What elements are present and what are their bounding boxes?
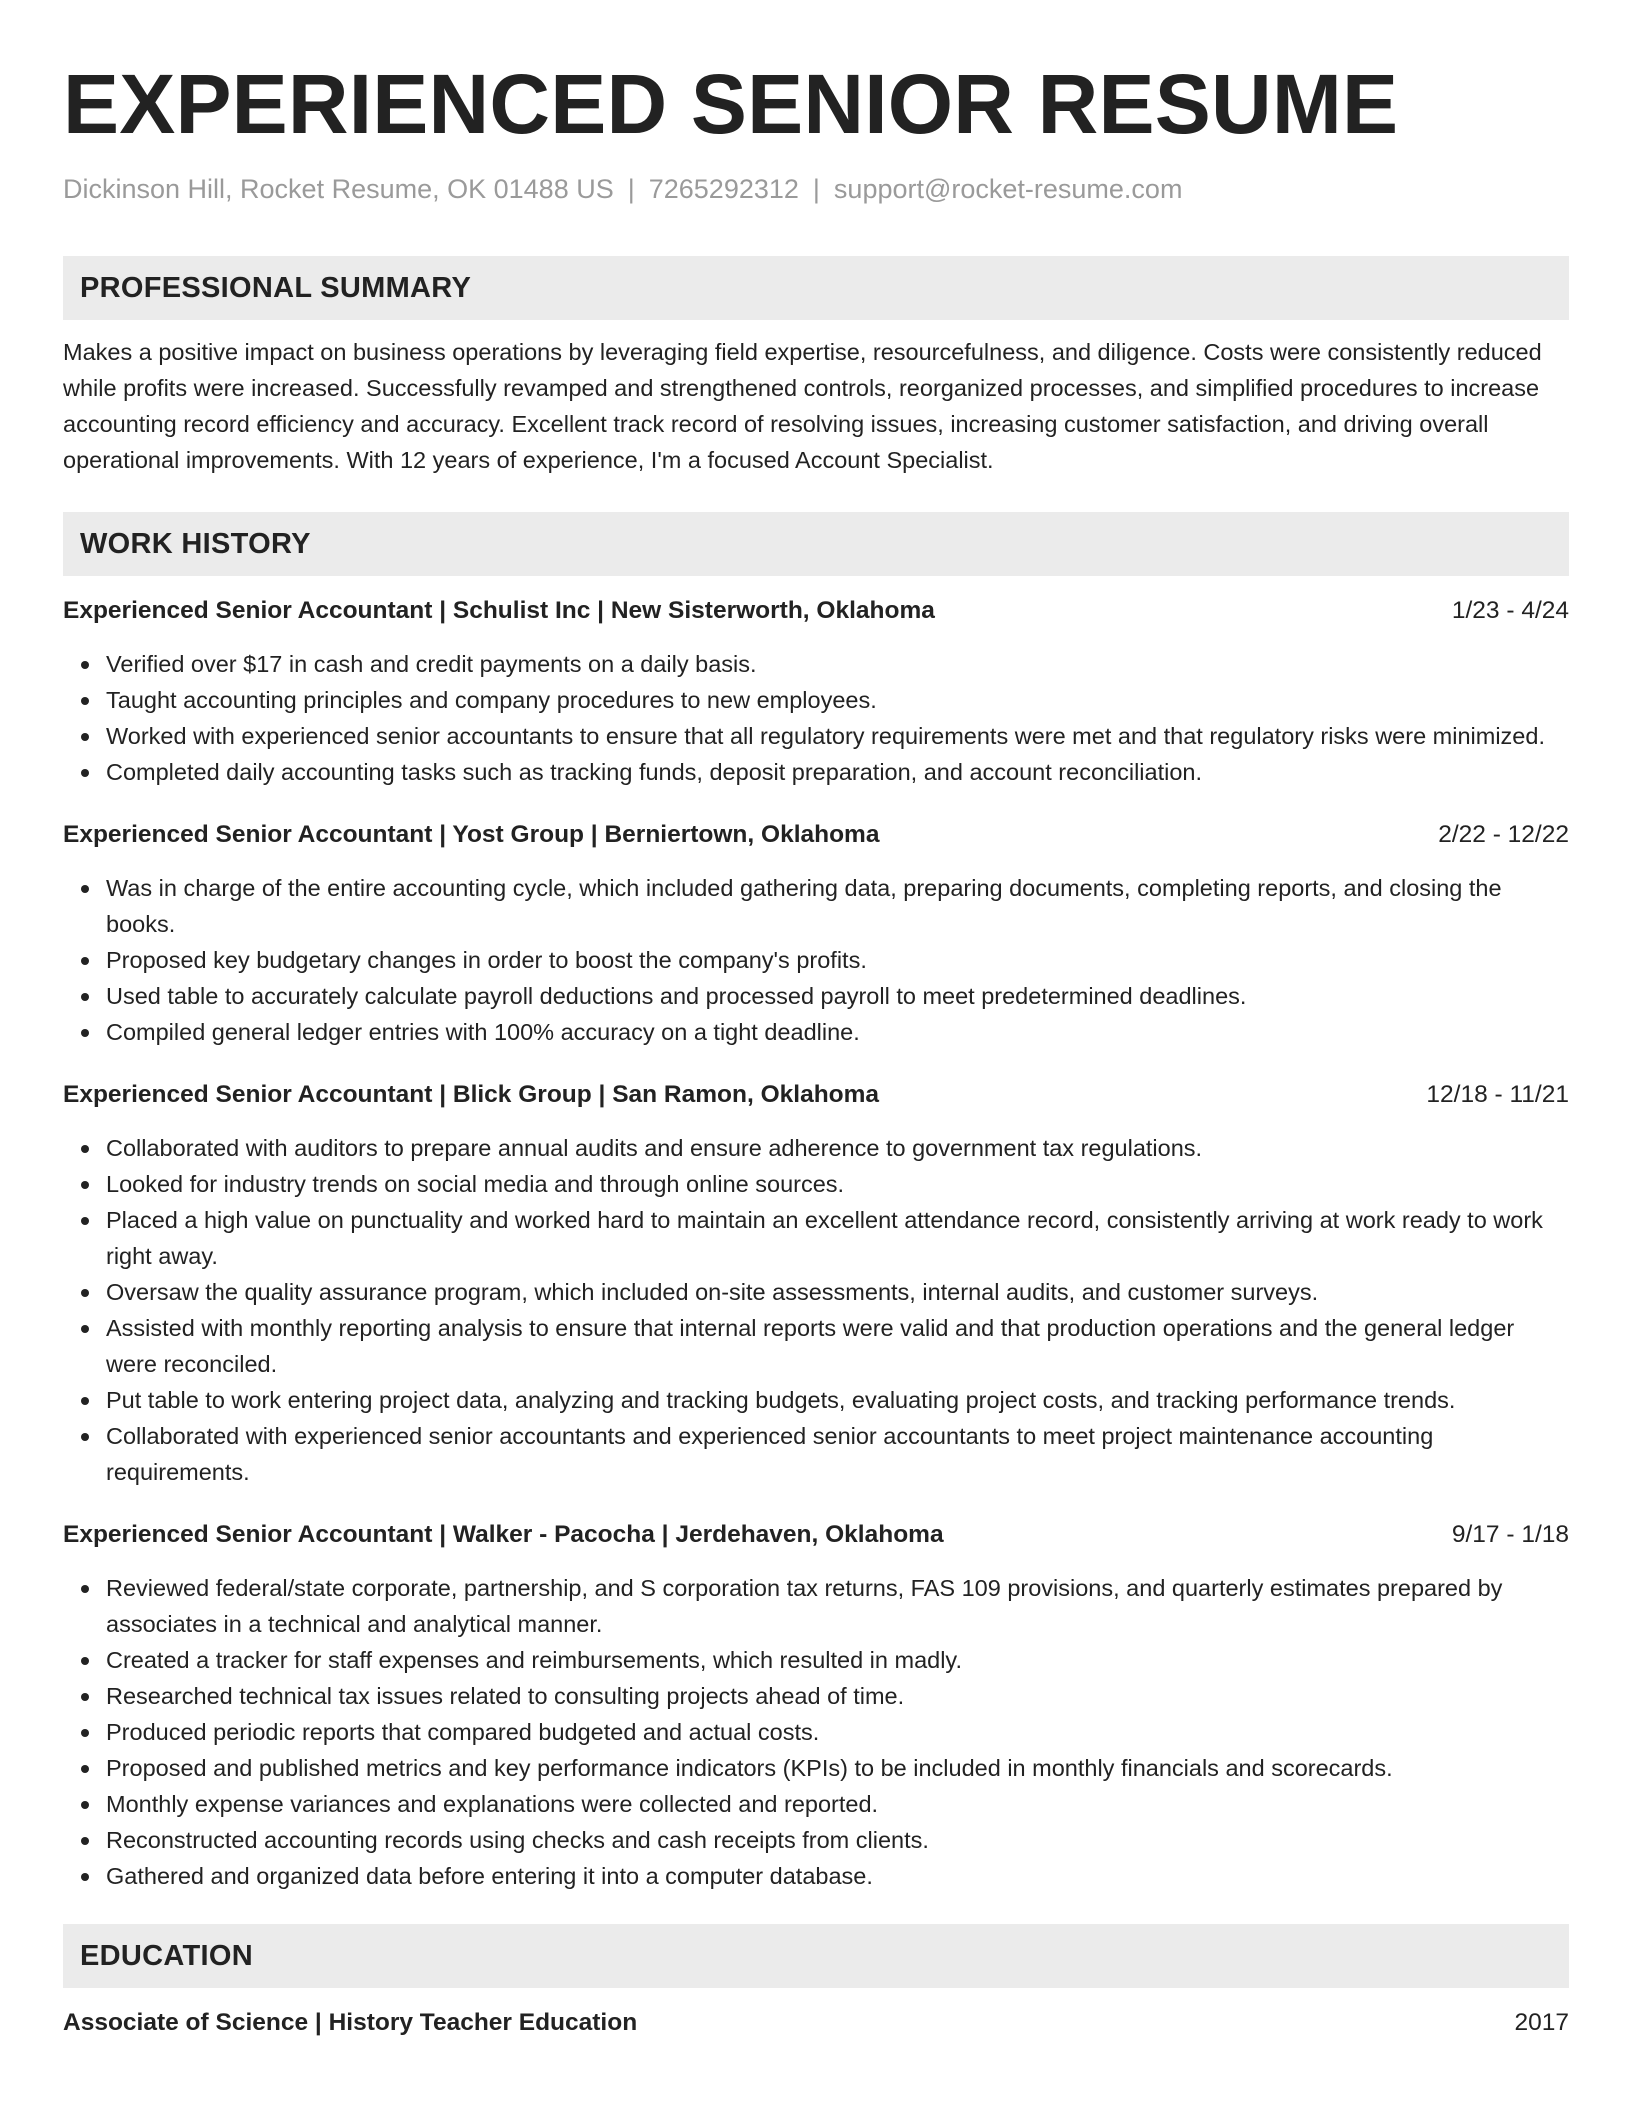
contact-email: support@rocket-resume.com [833, 174, 1183, 204]
section-title: WORK HISTORY [80, 527, 311, 560]
education-degree: Associate of Science | History Teacher Education [63, 2009, 638, 2036]
bullet-item: Was in charge of the entire accounting cycle, which included gathering data, preparing documents, completing reports, and closing the books. [106, 870, 1569, 942]
bullet-item: Reviewed federal/state corporate, partnership, and S corporation tax returns, FAS 109 provisions, and quarterly estimates prepared by associates in a technical and analytical manner. [106, 1570, 1569, 1642]
contact-separator: | [812, 174, 820, 204]
job-title: Experienced Senior Accountant | Yost Group | Berniertown, Oklahoma [63, 821, 880, 848]
bullet-item: Worked with experienced senior accountants to ensure that all regulatory requirements were met and that regulatory risks were minimized. [106, 718, 1569, 754]
section-header-education [63, 1924, 1569, 1988]
education-year: 2017 [1514, 2009, 1569, 2036]
job-dates: 2/22 - 12/22 [1438, 821, 1569, 848]
bullet-item: Used table to accurately calculate payroll deductions and processed payroll to meet predetermined deadlines. [106, 978, 1569, 1014]
job-header [63, 594, 1569, 628]
job-entry [63, 818, 1569, 1050]
job-header [63, 818, 1569, 852]
summary-text: Makes a positive impact on business operations by leveraging field expertise, resourcefulness, and diligence. Costs were consistently reduced while profits were increased. Successfully revamped and strengthened controls, reorganized processes, and simplified procedures to increase accounting record efficiency and accuracy. Excellent track record of resolving issues, increasing customer satisfaction, and driving overall operational improvements. With 12 years of experience, I'm a focused Account Specialist. [63, 339, 1542, 473]
bullet-item: Placed a high value on punctuality and worked hard to maintain an excellent attendance record, consistently arriving at work ready to work right away. [106, 1202, 1569, 1274]
bullet-item: Collaborated with experienced senior accountants and experienced senior accountants to meet project maintenance accounting requirements. [106, 1418, 1569, 1490]
job-entry [63, 1078, 1569, 1490]
contact-phone: 7265292312 [648, 174, 799, 204]
job-bullets [63, 646, 1569, 790]
bullet-item: Verified over $17 in cash and credit payments on a daily basis. [106, 646, 1569, 682]
bullet-item: Researched technical tax issues related to consulting projects ahead of time. [106, 1678, 1569, 1714]
job-header [63, 1518, 1569, 1552]
bullet-item: Collaborated with auditors to prepare annual audits and ensure adherence to government tax regulations. [106, 1130, 1569, 1166]
bullet-item: Looked for industry trends on social media and through online sources. [106, 1166, 1569, 1202]
bullet-item: Compiled general ledger entries with 100% accuracy on a tight deadline. [106, 1014, 1569, 1050]
bullet-item: Reconstructed accounting records using checks and cash receipts from clients. [106, 1822, 1569, 1858]
job-dates: 1/23 - 4/24 [1451, 597, 1569, 624]
bullet-item: Created a tracker for staff expenses and reimbursements, which resulted in madly. [106, 1642, 1569, 1678]
bullet-item: Oversaw the quality assurance program, which included on-site assessments, internal audits, and customer surveys. [106, 1274, 1569, 1310]
bullet-item: Assisted with monthly reporting analysis to ensure that internal reports were valid and that production operations and the general ledger were reconciled. [106, 1310, 1569, 1382]
job-dates: 9/17 - 1/18 [1451, 1521, 1569, 1548]
job-header [63, 1078, 1569, 1112]
job-title: Experienced Senior Accountant | Walker - Pacocha | Jerdehaven, Oklahoma [63, 1521, 944, 1548]
contact-separator: | [627, 174, 635, 204]
contact-address: Dickinson Hill, Rocket Resume, OK 01488 US [63, 174, 614, 204]
bullet-item: Completed daily accounting tasks such as tracking funds, deposit preparation, and account reconciliation. [106, 754, 1569, 790]
bullet-item: Monthly expense variances and explanations were collected and reported. [106, 1786, 1569, 1822]
bullet-item: Gathered and organized data before entering it into a computer database. [106, 1858, 1569, 1894]
job-bullets [63, 1130, 1569, 1490]
job-bullets [63, 1570, 1569, 1894]
section-header-summary [63, 256, 1569, 320]
resume-name: EXPERIENCED SENIOR RESUME [63, 57, 1399, 151]
bullet-item: Proposed key budgetary changes in order to boost the company's profits. [106, 942, 1569, 978]
bullet-item: Put table to work entering project data, analyzing and tracking budgets, evaluating project costs, and tracking performance trends. [106, 1382, 1569, 1418]
bullet-item: Taught accounting principles and company procedures to new employees. [106, 682, 1569, 718]
job-entry [63, 594, 1569, 790]
section-title: PROFESSIONAL SUMMARY [80, 271, 472, 304]
bullet-item: Proposed and published metrics and key performance indicators (KPIs) to be included in monthly financials and scorecards. [106, 1750, 1569, 1786]
job-bullets [63, 870, 1569, 1050]
contact-line [63, 172, 1569, 206]
job-dates: 12/18 - 11/21 [1426, 1081, 1569, 1108]
section-header-work-history [63, 512, 1569, 576]
job-title: Experienced Senior Accountant | Schulist Inc | New Sisterworth, Oklahoma [63, 597, 935, 624]
section-title: EDUCATION [80, 1939, 253, 1972]
job-title: Experienced Senior Accountant | Blick Group | San Ramon, Oklahoma [63, 1081, 880, 1108]
bullet-item: Produced periodic reports that compared budgeted and actual costs. [106, 1714, 1569, 1750]
job-entry [63, 1518, 1569, 1894]
education-entry [63, 2006, 1569, 2040]
